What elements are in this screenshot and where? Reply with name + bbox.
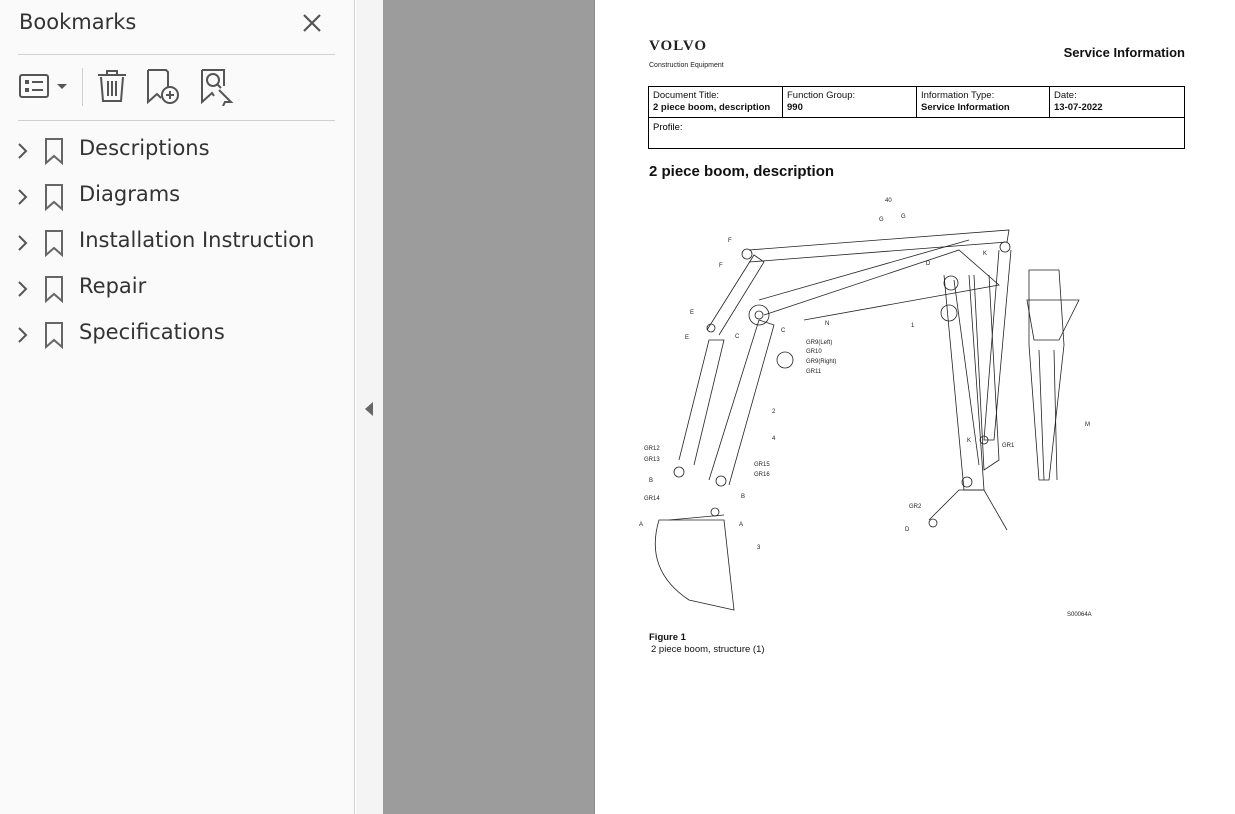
drawing-label: B — [649, 478, 654, 484]
drawing-code: S00064A — [1067, 612, 1092, 618]
drawing-label: K — [967, 438, 972, 444]
divider — [18, 120, 335, 121]
document-heading: 2 piece boom, description — [649, 163, 835, 180]
drawing-label: GR1 — [1002, 443, 1015, 449]
drawing-label: E — [685, 335, 690, 341]
bookmarks-panel — [0, 0, 355, 814]
drawing-label: F — [728, 238, 732, 244]
drawing-label: C — [781, 328, 786, 334]
function-group-value: 990 — [787, 102, 803, 113]
drawing-label: G — [901, 214, 906, 220]
bookmark-label: Diagrams — [79, 182, 181, 206]
trash-icon — [95, 66, 129, 106]
drawing-label: GR14 — [644, 496, 660, 502]
close-icon — [300, 11, 324, 35]
add-bookmark-icon — [144, 66, 182, 106]
drawing-label: GR10 — [806, 349, 822, 355]
drawing-label: GR11 — [806, 369, 822, 375]
drawing-label: M — [1085, 422, 1090, 428]
close-panel-button[interactable] — [300, 11, 324, 35]
find-bookmark-button[interactable] — [198, 66, 234, 106]
bookmark-label: Repair — [79, 274, 147, 298]
drawing-label: 2 — [772, 409, 776, 415]
date-cell — [1050, 87, 1184, 118]
logo-subtitle: Construction Equipment — [649, 62, 724, 69]
bookmark-icon — [44, 137, 64, 165]
drawing-label: E — [690, 310, 695, 316]
divider — [18, 54, 335, 55]
drawing-label: G — [879, 217, 884, 223]
drawing-label: D — [905, 527, 910, 533]
chevron-right-icon[interactable] — [15, 325, 31, 345]
drawing-label: N — [825, 321, 830, 327]
bookmark-label: Specifications — [79, 320, 225, 344]
drawing-label: GR13 — [644, 457, 660, 463]
profile-row: Profile: — [649, 117, 1184, 148]
header-title: Service Information — [1063, 45, 1185, 60]
drawing-label: GR16 — [754, 472, 770, 478]
drawing-label: K — [983, 251, 988, 257]
info-type-label: Information Type: — [921, 90, 995, 101]
collapse-panel-button[interactable] — [356, 0, 383, 814]
bookmark-icon — [44, 229, 64, 257]
bookmark-label: Descriptions — [79, 136, 210, 160]
volvo-logo: VOLVO — [649, 38, 708, 54]
chevron-right-icon[interactable] — [15, 141, 31, 161]
drawing-label: GR12 — [644, 446, 660, 452]
bookmark-icon — [44, 275, 64, 303]
drawing-label: B — [741, 494, 746, 500]
drawing-label: 3 — [757, 545, 761, 551]
doc-title-cell — [649, 87, 783, 118]
options-menu-icon — [18, 66, 70, 106]
bookmark-icon — [44, 183, 64, 211]
drawing-label: GR15 — [754, 462, 770, 468]
drawing-label: A — [739, 522, 744, 528]
function-group-label: Function Group: — [787, 90, 856, 101]
bookmark-item-installation-instruction[interactable] — [0, 223, 354, 263]
boom-structure-drawing — [639, 190, 1109, 625]
date-value: 13-07-2022 — [1054, 102, 1103, 113]
drawing-label: GR2 — [909, 504, 922, 510]
date-label: Date: — [1054, 90, 1077, 101]
collapse-left-icon — [364, 401, 374, 417]
bookmark-item-repair[interactable] — [0, 269, 354, 309]
doc-title-label: Document Title: — [653, 90, 719, 101]
drawing-label: A — [639, 522, 644, 528]
figure-number: Figure 1 — [649, 632, 686, 643]
bookmark-item-specifications[interactable] — [0, 315, 354, 355]
info-type-cell — [917, 87, 1050, 118]
bookmark-search-icon — [198, 66, 234, 106]
drawing-label: C — [735, 334, 740, 340]
chevron-right-icon[interactable] — [15, 279, 31, 299]
chevron-right-icon[interactable] — [15, 187, 31, 207]
drawing-label: 1 — [911, 323, 915, 329]
bookmark-options-button[interactable] — [18, 66, 70, 106]
panel-title: Bookmarks — [19, 10, 137, 34]
drawing-label: GR9(Left) — [806, 340, 833, 346]
pdf-page — [594, 0, 1235, 814]
drawing-label: 40 — [885, 198, 892, 204]
document-info-table — [648, 86, 1185, 149]
document-background — [383, 0, 594, 814]
function-group-cell — [783, 87, 917, 118]
delete-bookmark-button[interactable] — [95, 66, 129, 106]
drawing-label: D — [926, 261, 931, 267]
chevron-right-icon[interactable] — [15, 233, 31, 253]
toolbar-separator — [82, 68, 83, 106]
drawing-label: F — [719, 263, 723, 269]
info-type-value: Service Information — [921, 102, 1010, 113]
drawing-label: GR9(Right) — [806, 359, 837, 365]
drawing-label: 4 — [772, 436, 776, 442]
add-bookmark-button[interactable] — [144, 66, 182, 106]
bookmark-item-diagrams[interactable] — [0, 177, 354, 217]
figure-caption: 2 piece boom, structure (1) — [651, 644, 765, 655]
doc-title-value: 2 piece boom, description — [653, 102, 771, 113]
bookmark-label: Installation Instruction — [79, 228, 315, 252]
bookmark-item-descriptions[interactable] — [0, 131, 354, 171]
bookmark-icon — [44, 321, 64, 349]
